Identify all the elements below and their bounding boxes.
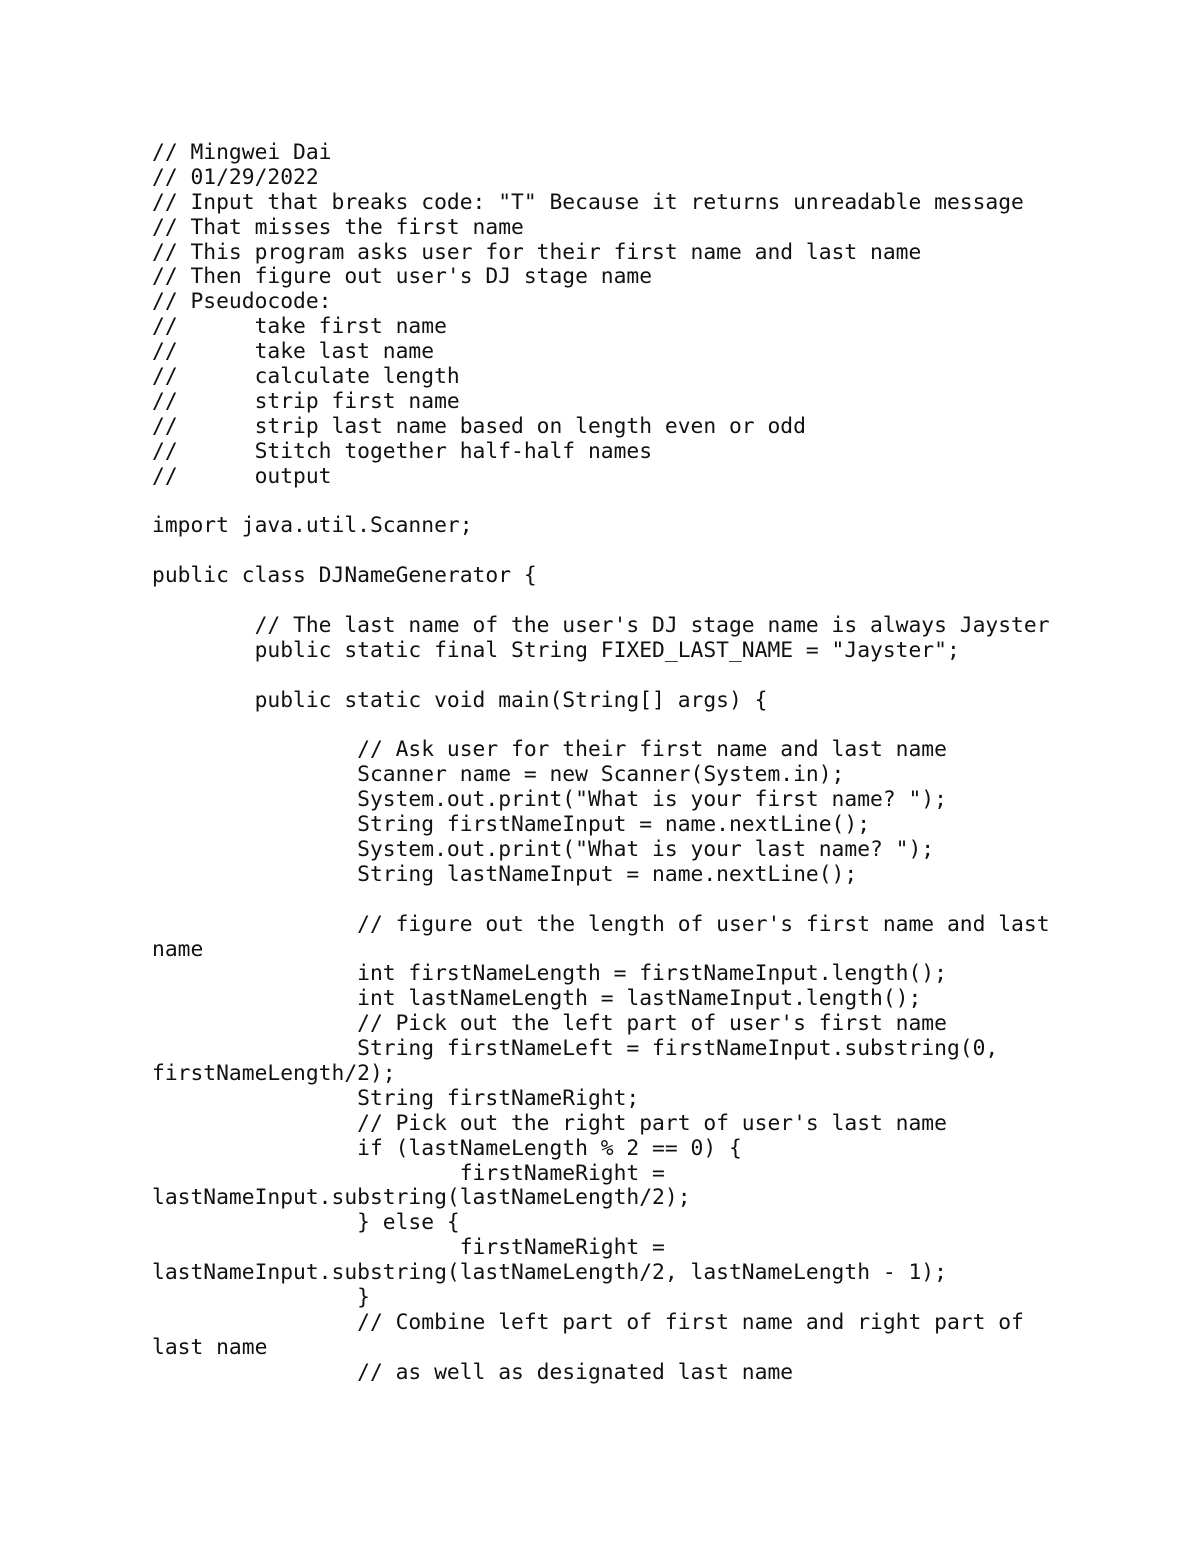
code-listing — [152, 141, 1050, 1386]
code-line: name — [152, 936, 204, 962]
code-comment-line: // as well as designated last name — [152, 1359, 794, 1385]
code-comment-line: // That misses the first name — [152, 214, 524, 240]
code-comment-line: // This program asks user for their first name and last name — [152, 239, 922, 265]
code-line: String firstNameInput = name.nextLine(); — [152, 812, 871, 838]
code-comment-line: // Pick out the right part of user's last name — [152, 1110, 947, 1136]
code-line: if (lastNameLength % 2 == 0) { — [152, 1135, 742, 1161]
code-line: } else { — [152, 1210, 460, 1236]
code-line: int lastNameLength = lastNameInput.length(); — [152, 986, 922, 1012]
code-line: } — [152, 1284, 370, 1310]
code-comment-line: // Input that breaks code: "T" Because it returns unreadable message — [152, 189, 1024, 215]
code-line: String firstNameRight; — [152, 1085, 640, 1111]
code-line — [152, 888, 1050, 913]
code-line: firstNameRight = — [152, 1160, 665, 1186]
code-line: Scanner name = new Scanner(System.in); — [152, 762, 845, 788]
code-line: String lastNameInput = name.nextLine(); — [152, 861, 858, 887]
code-comment-line: // calculate length — [152, 364, 460, 390]
code-line — [152, 539, 1050, 564]
code-line: System.out.print("What is your last name? "); — [152, 836, 935, 862]
code-comment-line: // Ask user for their first name and last name — [152, 737, 947, 763]
code-line: lastNameInput.substring(lastNameLength/2); — [152, 1185, 691, 1211]
code-line: int firstNameLength = firstNameInput.length(); — [152, 961, 947, 987]
code-line — [152, 589, 1050, 614]
code-comment-line: // The last name of the user's DJ stage name is always Jayster — [152, 612, 1050, 638]
code-line: System.out.print("What is your first name? "); — [152, 787, 947, 813]
code-comment-line: // strip first name — [152, 388, 460, 414]
code-line: public static void main(String[] args) { — [152, 687, 768, 713]
code-line: firstNameRight = — [152, 1235, 665, 1261]
code-line: lastNameInput.substring(lastNameLength/2, lastNameLength - 1); — [152, 1260, 947, 1286]
code-comment-line: // take last name — [152, 339, 435, 365]
code-line: String firstNameLeft = firstNameInput.substring(0, — [152, 1036, 999, 1062]
code-comment-line: // take first name — [152, 314, 447, 340]
code-comment-line: // Then figure out user's DJ stage name — [152, 264, 653, 290]
code-line — [152, 664, 1050, 689]
code-comment-line: // Combine left part of first name and right part of — [152, 1309, 1024, 1335]
code-line — [152, 489, 1050, 514]
code-line: public class DJNameGenerator { — [152, 563, 537, 589]
code-comment-line: // output — [152, 463, 332, 489]
code-line: public static final String FIXED_LAST_NAME = "Jayster"; — [152, 637, 960, 663]
code-line: import java.util.Scanner; — [152, 513, 473, 539]
code-line — [152, 713, 1050, 738]
code-comment-line: // figure out the length of user's first name and last — [152, 911, 1050, 937]
code-comment-line: // Pseudocode: — [152, 289, 332, 315]
code-comment-line: // 01/29/2022 — [152, 164, 319, 190]
code-line: firstNameLength/2); — [152, 1060, 396, 1086]
code-line: last name — [152, 1334, 268, 1360]
code-comment-line: // Pick out the left part of user's first name — [152, 1011, 947, 1037]
code-comment-line: // strip last name based on length even or odd — [152, 413, 806, 439]
code-comment-line: // Stitch together half-half names — [152, 438, 653, 464]
code-comment-line: // Mingwei Dai — [152, 140, 332, 165]
